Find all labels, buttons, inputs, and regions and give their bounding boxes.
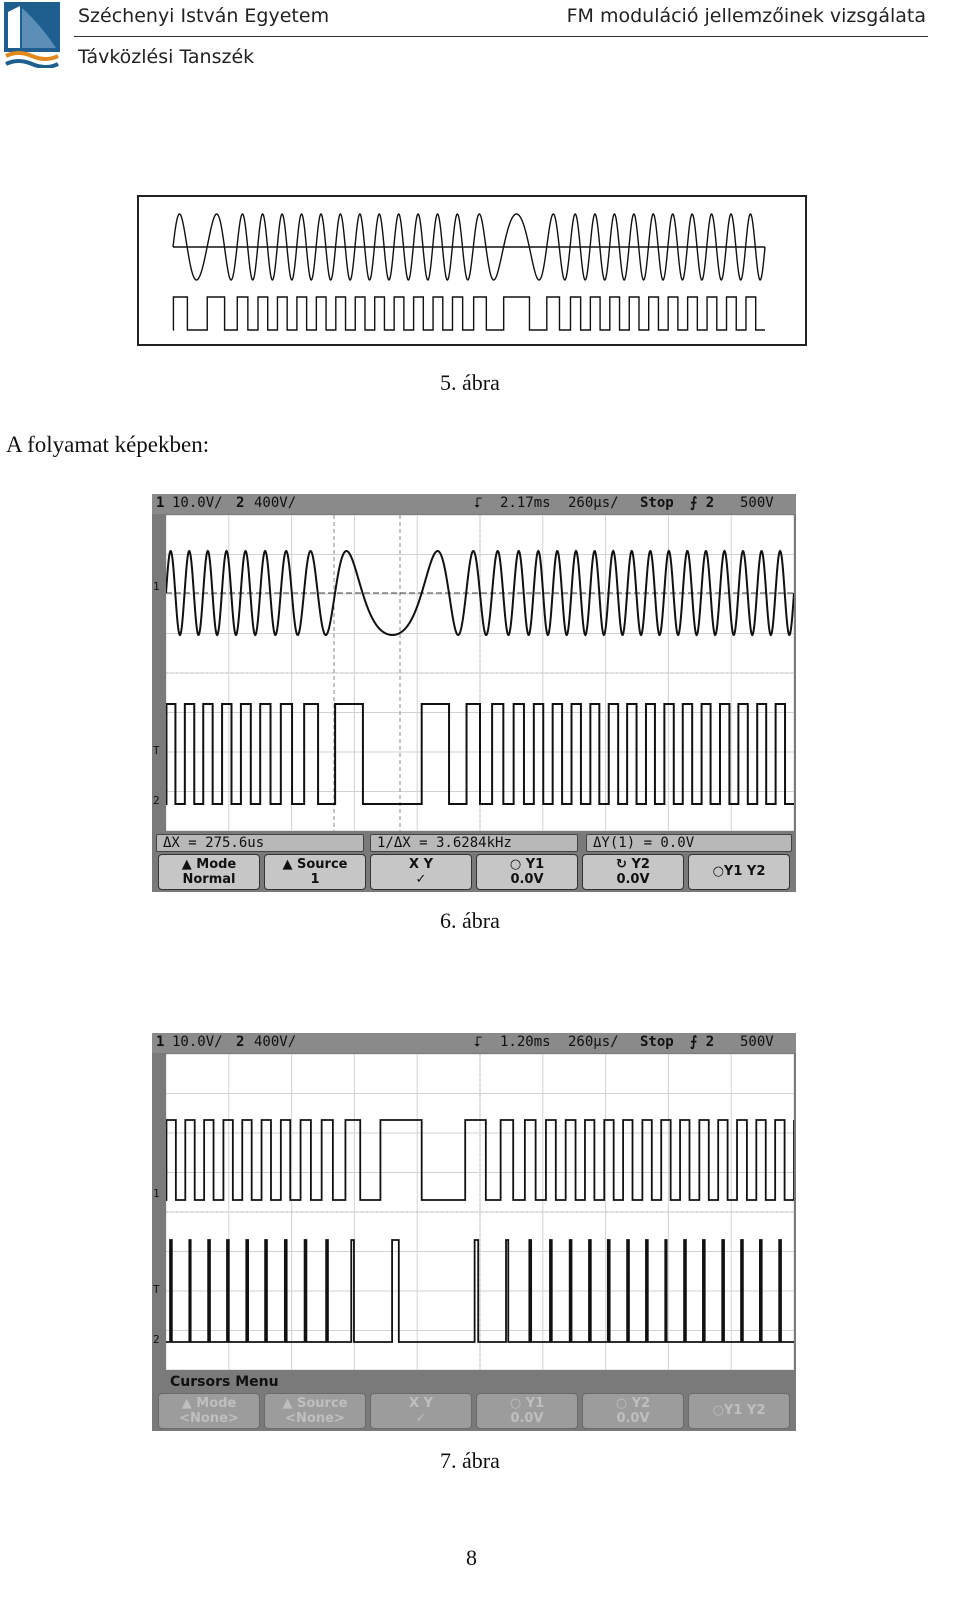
softkey-y1-value: 0.0V [510,1411,544,1426]
figure6-topbar [152,494,796,514]
run-state: Stop [640,495,674,511]
softkey-y1y2-label: ○Y1 Y2 [712,1403,766,1418]
ch2-label: 2 [236,1034,245,1050]
softkey-mode-value: Normal [182,872,236,887]
figure7-caption: 7. ábra [440,1448,500,1473]
softkey-y1y2-label: ○Y1 Y2 [712,864,766,879]
figure6-softkeys [156,854,792,890]
softkey-y2-value: 0.0V [616,872,650,887]
ch1-scale: 10.0V/ [172,495,223,511]
softkey-mode-value: <None> [179,1411,239,1426]
figure6-caption: 6. ábra [440,908,500,933]
softkey-xy-label: X Y [409,857,433,872]
delta-x-readout: ΔX = 275.6us [156,834,364,852]
softkey-y2[interactable] [582,854,684,890]
ch2-scale: 400V/ [254,1034,297,1050]
header-university: Széchenyi István Egyetem [78,5,330,27]
trigger-level: 500V [740,495,774,511]
header-rule [74,36,928,37]
ch2-label: 2 [236,495,245,511]
softkey-y2-value: 0.0V [616,1411,650,1426]
figure7-softkeys [156,1393,792,1429]
ch1-marker: 1 [153,580,160,593]
trigger-slope: ⨍ 2 [690,1034,715,1050]
ch2-marker: 2 [153,794,160,807]
softkey-mode[interactable] [158,1393,260,1429]
softkey-y2-label: ○ Y2 [615,1396,651,1411]
figure6-oscilloscope [152,494,796,892]
ch1-scale: 10.0V/ [172,1034,223,1050]
softkey-y1-label: ○ Y1 [509,857,545,872]
run-state: Stop [640,1034,674,1050]
softkey-y2-label: ↻ Y2 [616,857,650,872]
logo-icon [4,2,60,68]
figure7-waveforms [166,1054,794,1370]
ch1-label: 1 [156,1034,165,1050]
softkey-xy-value: ✓ [415,1411,427,1426]
inverse-delta-x-readout: 1/ΔX = 3.6284kHz [370,834,578,852]
figure5-waveforms [139,197,805,344]
trigger-marker: T [153,744,160,757]
trigger-position-icon: ⮦ [474,1034,483,1050]
page-number: 8 [466,1545,477,1570]
square-signal-trace [173,297,765,330]
softkey-xy-label: X Y [409,1396,433,1411]
header-document-title: FM moduláció jellemzőinek vizsgálata [566,5,926,27]
time-scale: 260µs/ [568,495,619,511]
graticule [166,1054,794,1370]
softkey-xy-value: ✓ [415,872,427,887]
softkey-y1[interactable] [476,1393,578,1429]
softkey-mode-label: ▲ Mode [181,1396,237,1411]
ch1-label: 1 [156,495,165,511]
trigger-slope: ⨍ 2 [690,495,715,511]
university-logo [4,2,60,68]
softkey-mode-label: ▲ Mode [181,857,237,872]
softkey-source-value: <None> [285,1411,345,1426]
softkey-y2[interactable] [582,1393,684,1429]
figure7-oscilloscope [152,1033,796,1431]
figure6-screen [166,515,794,831]
softkey-source[interactable] [264,1393,366,1429]
figure5-frame [137,195,807,346]
softkey-source-value: 1 [310,872,320,887]
softkey-y1[interactable] [476,854,578,890]
trigger-position-icon: ⮦ [474,495,483,511]
delta-y-readout: ΔY(1) = 0.0V [586,834,792,852]
trigger-level: 500V [740,1034,774,1050]
figure7-screen [166,1054,794,1370]
softkey-xy[interactable] [370,854,472,890]
softkey-y1-label: ○ Y1 [509,1396,545,1411]
figure6-waveforms [166,515,794,831]
figure7-topbar [152,1033,796,1053]
time-scale: 260µs/ [568,1034,619,1050]
softkey-xy[interactable] [370,1393,472,1429]
softkey-y1-value: 0.0V [510,872,544,887]
body-text-intro: A folyamat képekben: [6,432,210,457]
cursors-menu-title: Cursors Menu [170,1374,279,1390]
softkey-y1y2[interactable] [688,1393,790,1429]
softkey-source[interactable] [264,854,366,890]
ch1-marker: 1 [153,1187,160,1200]
ch2-scale: 400V/ [254,495,297,511]
ch2-square-trace [166,704,794,804]
trigger-marker: T [153,1283,160,1296]
softkey-mode[interactable] [158,854,260,890]
time-position: 2.17ms [500,495,551,511]
softkey-y1y2[interactable] [688,854,790,890]
ch2-marker: 2 [153,1333,160,1346]
time-position: 1.20ms [500,1034,551,1050]
softkey-source-label: ▲ Source [282,1396,348,1411]
softkey-source-label: ▲ Source [282,857,348,872]
header-department: Távközlési Tanszék [78,46,255,68]
figure5-caption: 5. ábra [440,370,500,395]
figure6-cursor-readout [156,834,792,852]
